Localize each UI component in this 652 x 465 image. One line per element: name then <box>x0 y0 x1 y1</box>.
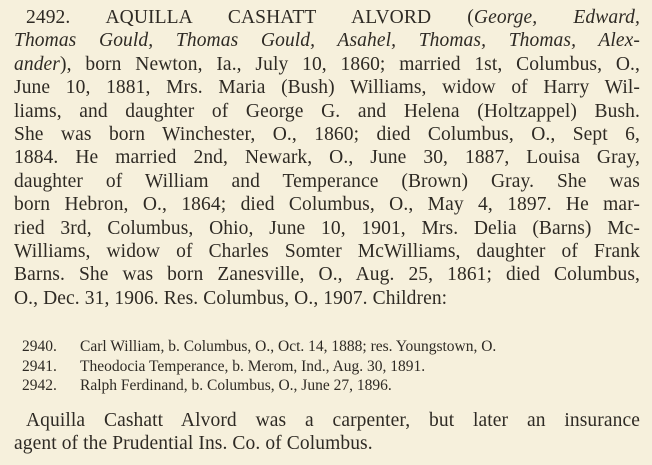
entry-line: Thomas Gould, Thomas Gould, Asahel, Thomas, Thomas, Alex- <box>14 30 640 52</box>
entry-line: ander), born Newton, Ia., July 10, 1860; married 1st, Columbus, O., <box>14 53 640 75</box>
child-number: 2941. <box>22 357 57 375</box>
entry-line: June 10, 1881, Mrs. Maria (Bush) Williams, widow of Harry Wil- <box>14 77 640 99</box>
entry-line: Barns. She was born Zanesville, O., Aug. 25, 1861; died Columbus, <box>14 264 640 286</box>
note-line: Aquilla Cashatt Alvord was a carpenter, but later an insurance <box>26 410 640 431</box>
child-number: 2942. <box>22 377 57 394</box>
note-line: agent of the Prudential Ins. Co. of Columbus. <box>14 433 373 455</box>
entry-line: 2492. AQUILLA CASHATT ALVORD (George, Edward, <box>26 7 640 28</box>
occupation-note <box>14 409 640 456</box>
child-text: Ralph Ferdinand, b. Columbus, O., June 27, 1896. <box>80 377 392 394</box>
child-number: 2940. <box>22 338 57 355</box>
list-item <box>22 357 628 377</box>
list-item <box>22 337 628 357</box>
entry-line: daughter of William and Temperance (Brown) Gray. She was <box>14 170 640 192</box>
child-text: Theodocia Temperance, b. Merom, Ind., Aug. 30, 1891. <box>80 357 426 375</box>
entry-line: O., Dec. 31, 1906. Res. Columbus, O., 1907. Children: <box>14 287 448 309</box>
entry-line: ried 3rd, Columbus, Ohio, June 10, 1901, Mrs. Delia (Barns) Mc- <box>14 217 640 239</box>
genealogy-entry <box>14 6 640 310</box>
list-item <box>22 376 628 396</box>
children-list <box>22 337 628 396</box>
entry-line: born Hebron, O., 1864; died Columbus, O., May 4, 1897. He mar- <box>14 194 640 216</box>
entry-line: Williams, widow of Charles Somter McWilliams, daughter of Frank <box>14 240 640 262</box>
entry-line: She was born Winchester, O., 1860; died Columbus, O., Sept 6, <box>14 123 640 145</box>
child-text: Carl William, b. Columbus, O., Oct. 14, 1888; res. Youngstown, O. <box>80 338 497 355</box>
entry-line: liams, and daughter of George G. and Helena (Holtzappel) Bush. <box>14 100 640 122</box>
entry-line: 1884. He married 2nd, Newark, O., June 30, 1887, Louisa Gray, <box>14 147 640 169</box>
